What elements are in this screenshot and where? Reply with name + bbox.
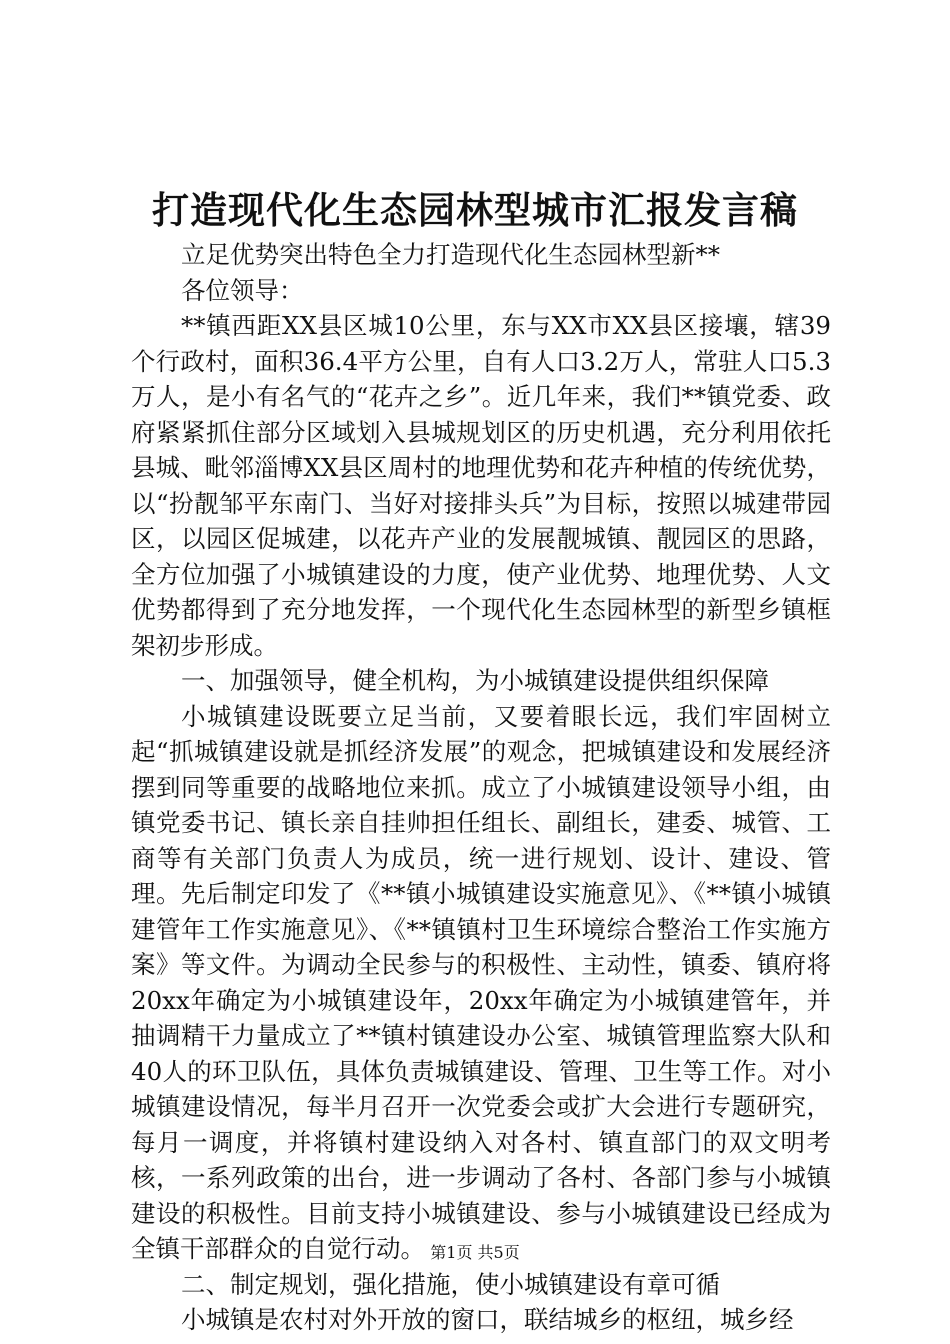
salutation: 各位领导： [181,275,304,305]
document-title: 打造现代化生态园林型城市汇报发言稿 [152,188,798,232]
paragraph-section-2: 小城镇是农村对外开放的窗口，联结城乡的枢纽，城乡经 [181,1305,794,1334]
paragraph-intro: **镇西距XX县区城10公里，东与XX市XX县区接壤，辖39个行政村，面积36.4平方公里，自有人口3.2万人，常驻人口5.3万人，是小有名气的“花卉之乡”。近几年来，我们**镇党委、政府紧紧抓住部分区域划入县城规划区的历史机遇，充分利用依托县城、毗邻淄博XX县区周村的地理优势和花卉种植的传统优势，以“扮靓邹平东南门、当好对接排头兵”为目标，按照以城建带园区，以园区促城建，以花卉产业的发展靓城镇、靓园区的思路，全方位加强了小城镇建设的力度，使产业优势、地理优势、人文优势都得到了充分地发挥，一个现代化生态园林型的新型乡镇框架初步形成。 [131,311,831,660]
document-body [131,237,831,1338]
page-number: 第1页 共5页 [430,1243,520,1262]
paragraph-section-1: 小城镇建设既要立足当前，又要着眼长远，我们牢固树立起“抓城镇建设就是抓经济发展”的观念，把城镇建设和发展经济摆到同等重要的战略地位来抓。成立了小城镇建设领导小组，由镇党委书记、镇长亲自挂帅担任组长、副组长，建委、城管、工商等有关部门负责人为成员，统一进行规划、设计、建设、管理。先后制定印发了《**镇小城镇建设实施意见》、《**镇小城镇建管年工作实施意见》、《**镇镇村卫生环境综合整治工作实施方案》等文件。为调动全民参与的积极性、主动性，镇委、镇府将20xx年确定为小城镇建设年，20xx年确定为小城镇建管年，并抽调精干力量成立了**镇村镇建设办公室、城镇管理监察大队和40人的环卫队伍，具体负责城镇建设、管理、卫生等工作。对小城镇建设情况，每半月召开一次党委会或扩大会进行专题研究，每月一调度，并将镇村建设纳入对各村、镇直部门的双文明考核，一系列政策的出台，进一步调动了各村、各部门参与小城镇建设的积极性。目前支持小城镇建设、参与小城镇建设已经成为全镇干部群众的自觉行动。 [131,701,831,1263]
section-heading-2: 二、制定规划，强化措施，使小城镇建设有章可循 [181,1269,720,1299]
document-subtitle: 立足优势突出特色全力打造现代化生态园林型新** [181,240,720,269]
section-heading-1: 一、加强领导，健全机构，为小城镇建设提供组织保障 [181,666,769,695]
